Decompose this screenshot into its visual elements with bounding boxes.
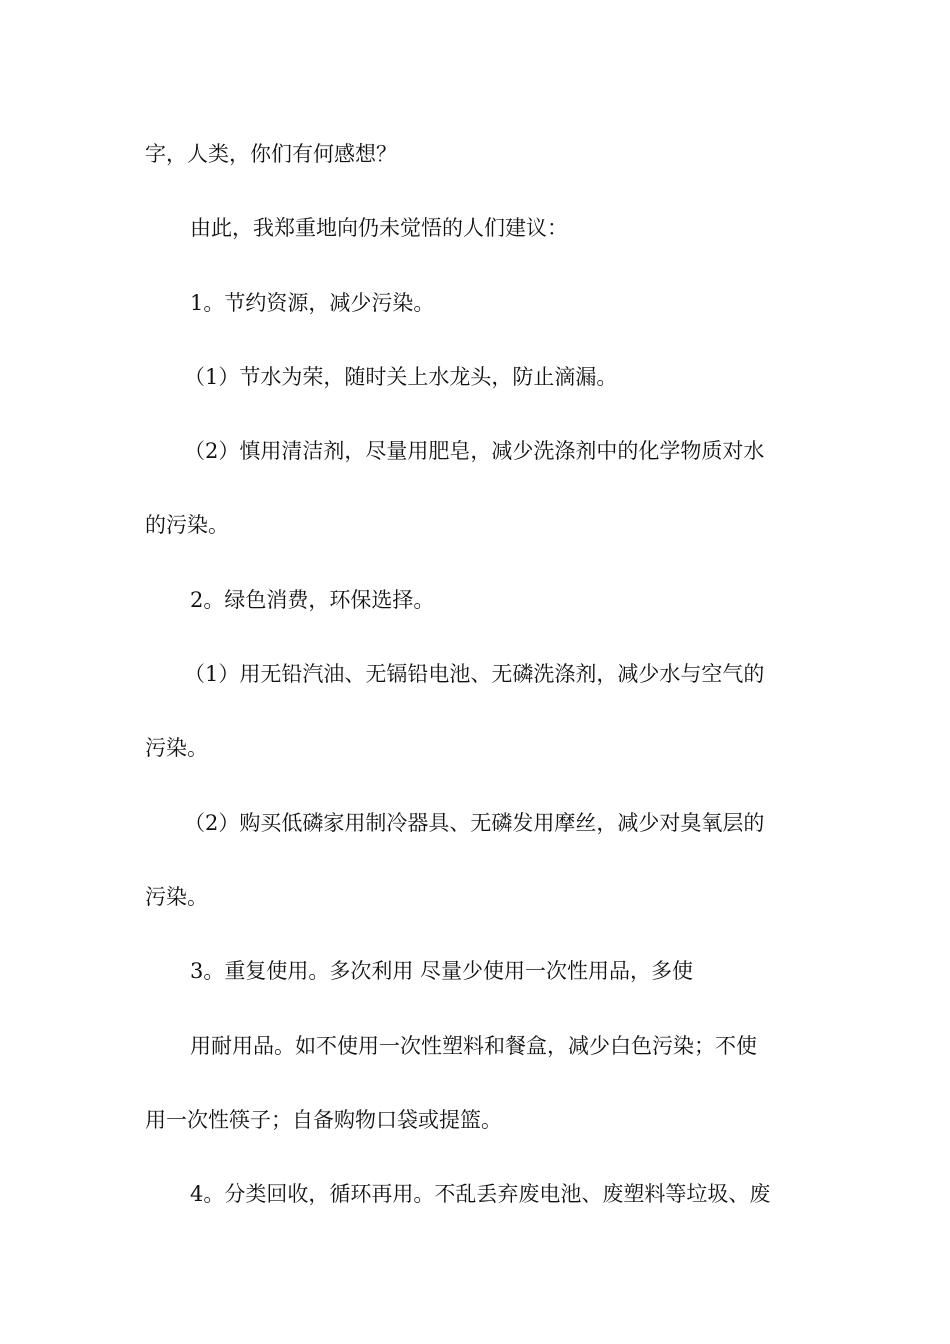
list-item-heading: 3。重复使用。多次利用 尽量少使用一次性用品，多使 <box>190 959 694 983</box>
list-subitem: （2）慎用清洁剂，尽量用肥皂，减少洗涤剂中的化学物质对水 <box>184 439 765 463</box>
list-item-heading: 2。绿色消费，环保选择。 <box>190 588 435 612</box>
list-subitem: （2）购买低磷家用制冷器具、无磷发用摩丝，减少对臭氧层的 <box>184 811 765 835</box>
text-line: 的污染。 <box>145 513 229 537</box>
text-line: 污染。 <box>145 736 208 760</box>
list-item-heading: 1。节约资源，减少污染。 <box>190 291 435 315</box>
text-line: 污染。 <box>145 885 208 909</box>
text-line: 用一次性筷子；自备购物口袋或提篮。 <box>145 1108 502 1132</box>
text-line: 字，人类，你们有何感想？ <box>145 142 397 166</box>
text-line: 用耐用品。如不使用一次性塑料和餐盒，减少白色污染；不使 <box>190 1034 757 1058</box>
text-line: 由此，我郑重地向仍未觉悟的人们建议： <box>190 216 568 240</box>
list-subitem: （1）用无铅汽油、无镉铅电池、无磷洗涤剂，减少水与空气的 <box>184 662 765 686</box>
list-subitem: （1）节水为荣，随时关上水龙头，防止滴漏。 <box>184 365 618 389</box>
list-item-heading: 4。分类回收，循环再用。不乱丢弃废电池、废塑料等垃圾、废 <box>190 1182 771 1206</box>
